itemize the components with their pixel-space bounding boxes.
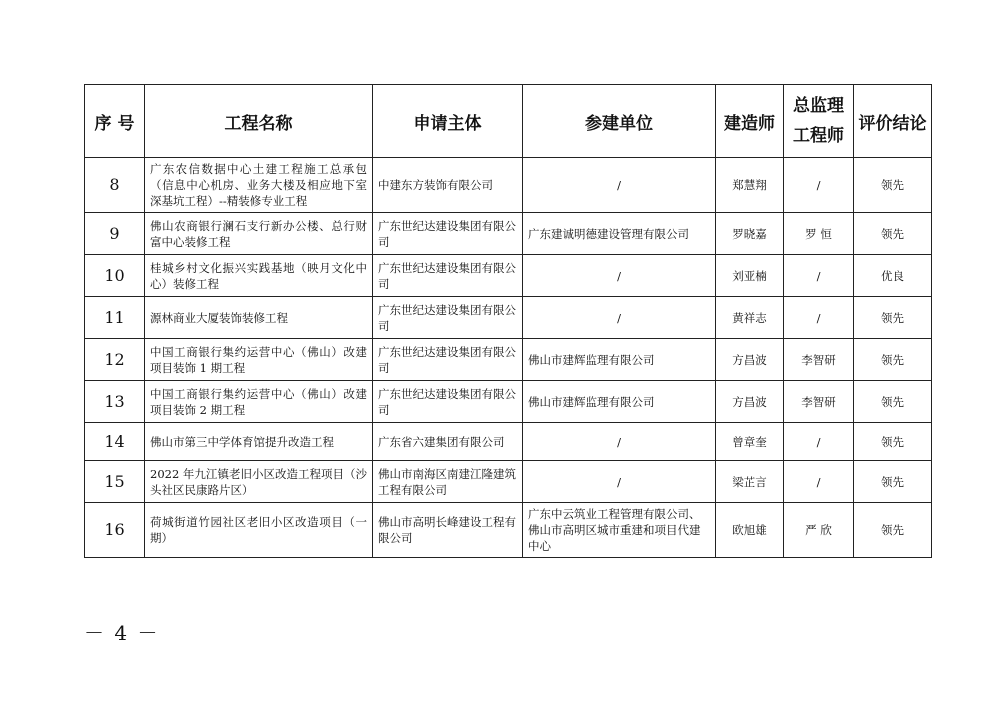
cell-participant: / bbox=[523, 423, 716, 461]
table-row bbox=[85, 461, 932, 503]
cell-seq: 16 bbox=[85, 503, 145, 558]
table-row bbox=[85, 339, 932, 381]
cell-participant: / bbox=[523, 461, 716, 503]
cell-applicant: 广东世纪达建设集团有限公司 bbox=[373, 255, 523, 297]
cell-applicant: 佛山市高明长峰建设工程有限公司 bbox=[373, 503, 523, 558]
header-supervisor-line1: 总监理 bbox=[793, 96, 844, 116]
cell-participant: / bbox=[523, 255, 716, 297]
cell-name: 广东农信数据中心土建工程施工总承包（信息中心机房、业务大楼及相应地下室深基坑工程）--精装修专业工程 bbox=[145, 158, 373, 213]
cell-seq: 12 bbox=[85, 339, 145, 381]
cell-supervisor: 李智研 bbox=[784, 339, 854, 381]
header-seq: 序 号 bbox=[85, 85, 145, 158]
cell-supervisor: 罗 恒 bbox=[784, 213, 854, 255]
cell-applicant: 广东世纪达建设集团有限公司 bbox=[373, 213, 523, 255]
cell-participant: 广东中云筑业工程管理有限公司、佛山市高明区城市重建和项目代建中心 bbox=[523, 503, 716, 558]
table-row bbox=[85, 255, 932, 297]
cell-result: 领先 bbox=[854, 297, 932, 339]
cell-name: 中国工商银行集约运营中心（佛山）改建项目装饰 1 期工程 bbox=[145, 339, 373, 381]
cell-name: 2022 年九江镇老旧小区改造工程项目（沙头社区民康路片区） bbox=[145, 461, 373, 503]
cell-result: 领先 bbox=[854, 158, 932, 213]
cell-name: 佛山农商银行澜石支行新办公楼、总行财富中心装修工程 bbox=[145, 213, 373, 255]
table-row bbox=[85, 297, 932, 339]
table-row bbox=[85, 158, 932, 213]
cell-result: 优良 bbox=[854, 255, 932, 297]
cell-seq: 15 bbox=[85, 461, 145, 503]
cell-participant: / bbox=[523, 158, 716, 213]
cell-result: 领先 bbox=[854, 381, 932, 423]
header-supervisor bbox=[784, 85, 854, 158]
cell-seq: 13 bbox=[85, 381, 145, 423]
header-builder: 建造师 bbox=[716, 85, 784, 158]
cell-applicant: 佛山市南海区南建江隆建筑工程有限公司 bbox=[373, 461, 523, 503]
cell-result: 领先 bbox=[854, 503, 932, 558]
cell-supervisor: / bbox=[784, 297, 854, 339]
cell-applicant: 广东世纪达建设集团有限公司 bbox=[373, 381, 523, 423]
cell-builder: 郑慧翔 bbox=[716, 158, 784, 213]
header-name: 工程名称 bbox=[145, 85, 373, 158]
cell-applicant: 中建东方装饰有限公司 bbox=[373, 158, 523, 213]
cell-result: 领先 bbox=[854, 339, 932, 381]
cell-name: 中国工商银行集约运营中心（佛山）改建项目装饰 2 期工程 bbox=[145, 381, 373, 423]
header-participant: 参建单位 bbox=[523, 85, 716, 158]
project-table bbox=[84, 84, 932, 558]
cell-participant: 佛山市建辉监理有限公司 bbox=[523, 339, 716, 381]
cell-name: 桂城乡村文化振兴实践基地（映月文化中心）装修工程 bbox=[145, 255, 373, 297]
cell-supervisor: / bbox=[784, 423, 854, 461]
cell-result: 领先 bbox=[854, 423, 932, 461]
table-row bbox=[85, 213, 932, 255]
page-number: － 4 － bbox=[84, 621, 160, 645]
cell-supervisor: 李智研 bbox=[784, 381, 854, 423]
table-row bbox=[85, 503, 932, 558]
cell-seq: 10 bbox=[85, 255, 145, 297]
header-applicant: 申请主体 bbox=[373, 85, 523, 158]
cell-supervisor: 严 欣 bbox=[784, 503, 854, 558]
cell-participant: 佛山市建辉监理有限公司 bbox=[523, 381, 716, 423]
table-header-row bbox=[85, 85, 932, 158]
header-supervisor-line2: 工程师 bbox=[793, 126, 844, 146]
cell-applicant: 广东世纪达建设集团有限公司 bbox=[373, 339, 523, 381]
cell-builder: 曾章奎 bbox=[716, 423, 784, 461]
cell-builder: 黄祥志 bbox=[716, 297, 784, 339]
cell-builder: 刘亚楠 bbox=[716, 255, 784, 297]
cell-participant: 广东建诚明德建设管理有限公司 bbox=[523, 213, 716, 255]
cell-builder: 梁芷言 bbox=[716, 461, 784, 503]
cell-seq: 9 bbox=[85, 213, 145, 255]
cell-applicant: 广东世纪达建设集团有限公司 bbox=[373, 297, 523, 339]
cell-seq: 14 bbox=[85, 423, 145, 461]
cell-name: 源林商业大厦装饰装修工程 bbox=[145, 297, 373, 339]
cell-supervisor: / bbox=[784, 461, 854, 503]
cell-result: 领先 bbox=[854, 461, 932, 503]
cell-seq: 8 bbox=[85, 158, 145, 213]
cell-participant: / bbox=[523, 297, 716, 339]
cell-builder: 方昌波 bbox=[716, 381, 784, 423]
cell-applicant: 广东省六建集团有限公司 bbox=[373, 423, 523, 461]
table-row bbox=[85, 381, 932, 423]
cell-seq: 11 bbox=[85, 297, 145, 339]
cell-builder: 方昌波 bbox=[716, 339, 784, 381]
cell-result: 领先 bbox=[854, 213, 932, 255]
cell-name: 佛山市第三中学体育馆提升改造工程 bbox=[145, 423, 373, 461]
cell-supervisor: / bbox=[784, 255, 854, 297]
cell-name: 荷城街道竹园社区老旧小区改造项目（一期） bbox=[145, 503, 373, 558]
cell-supervisor: / bbox=[784, 158, 854, 213]
header-result: 评价结论 bbox=[854, 85, 932, 158]
table-row bbox=[85, 423, 932, 461]
cell-builder: 欧旭雄 bbox=[716, 503, 784, 558]
cell-builder: 罗晓嘉 bbox=[716, 213, 784, 255]
